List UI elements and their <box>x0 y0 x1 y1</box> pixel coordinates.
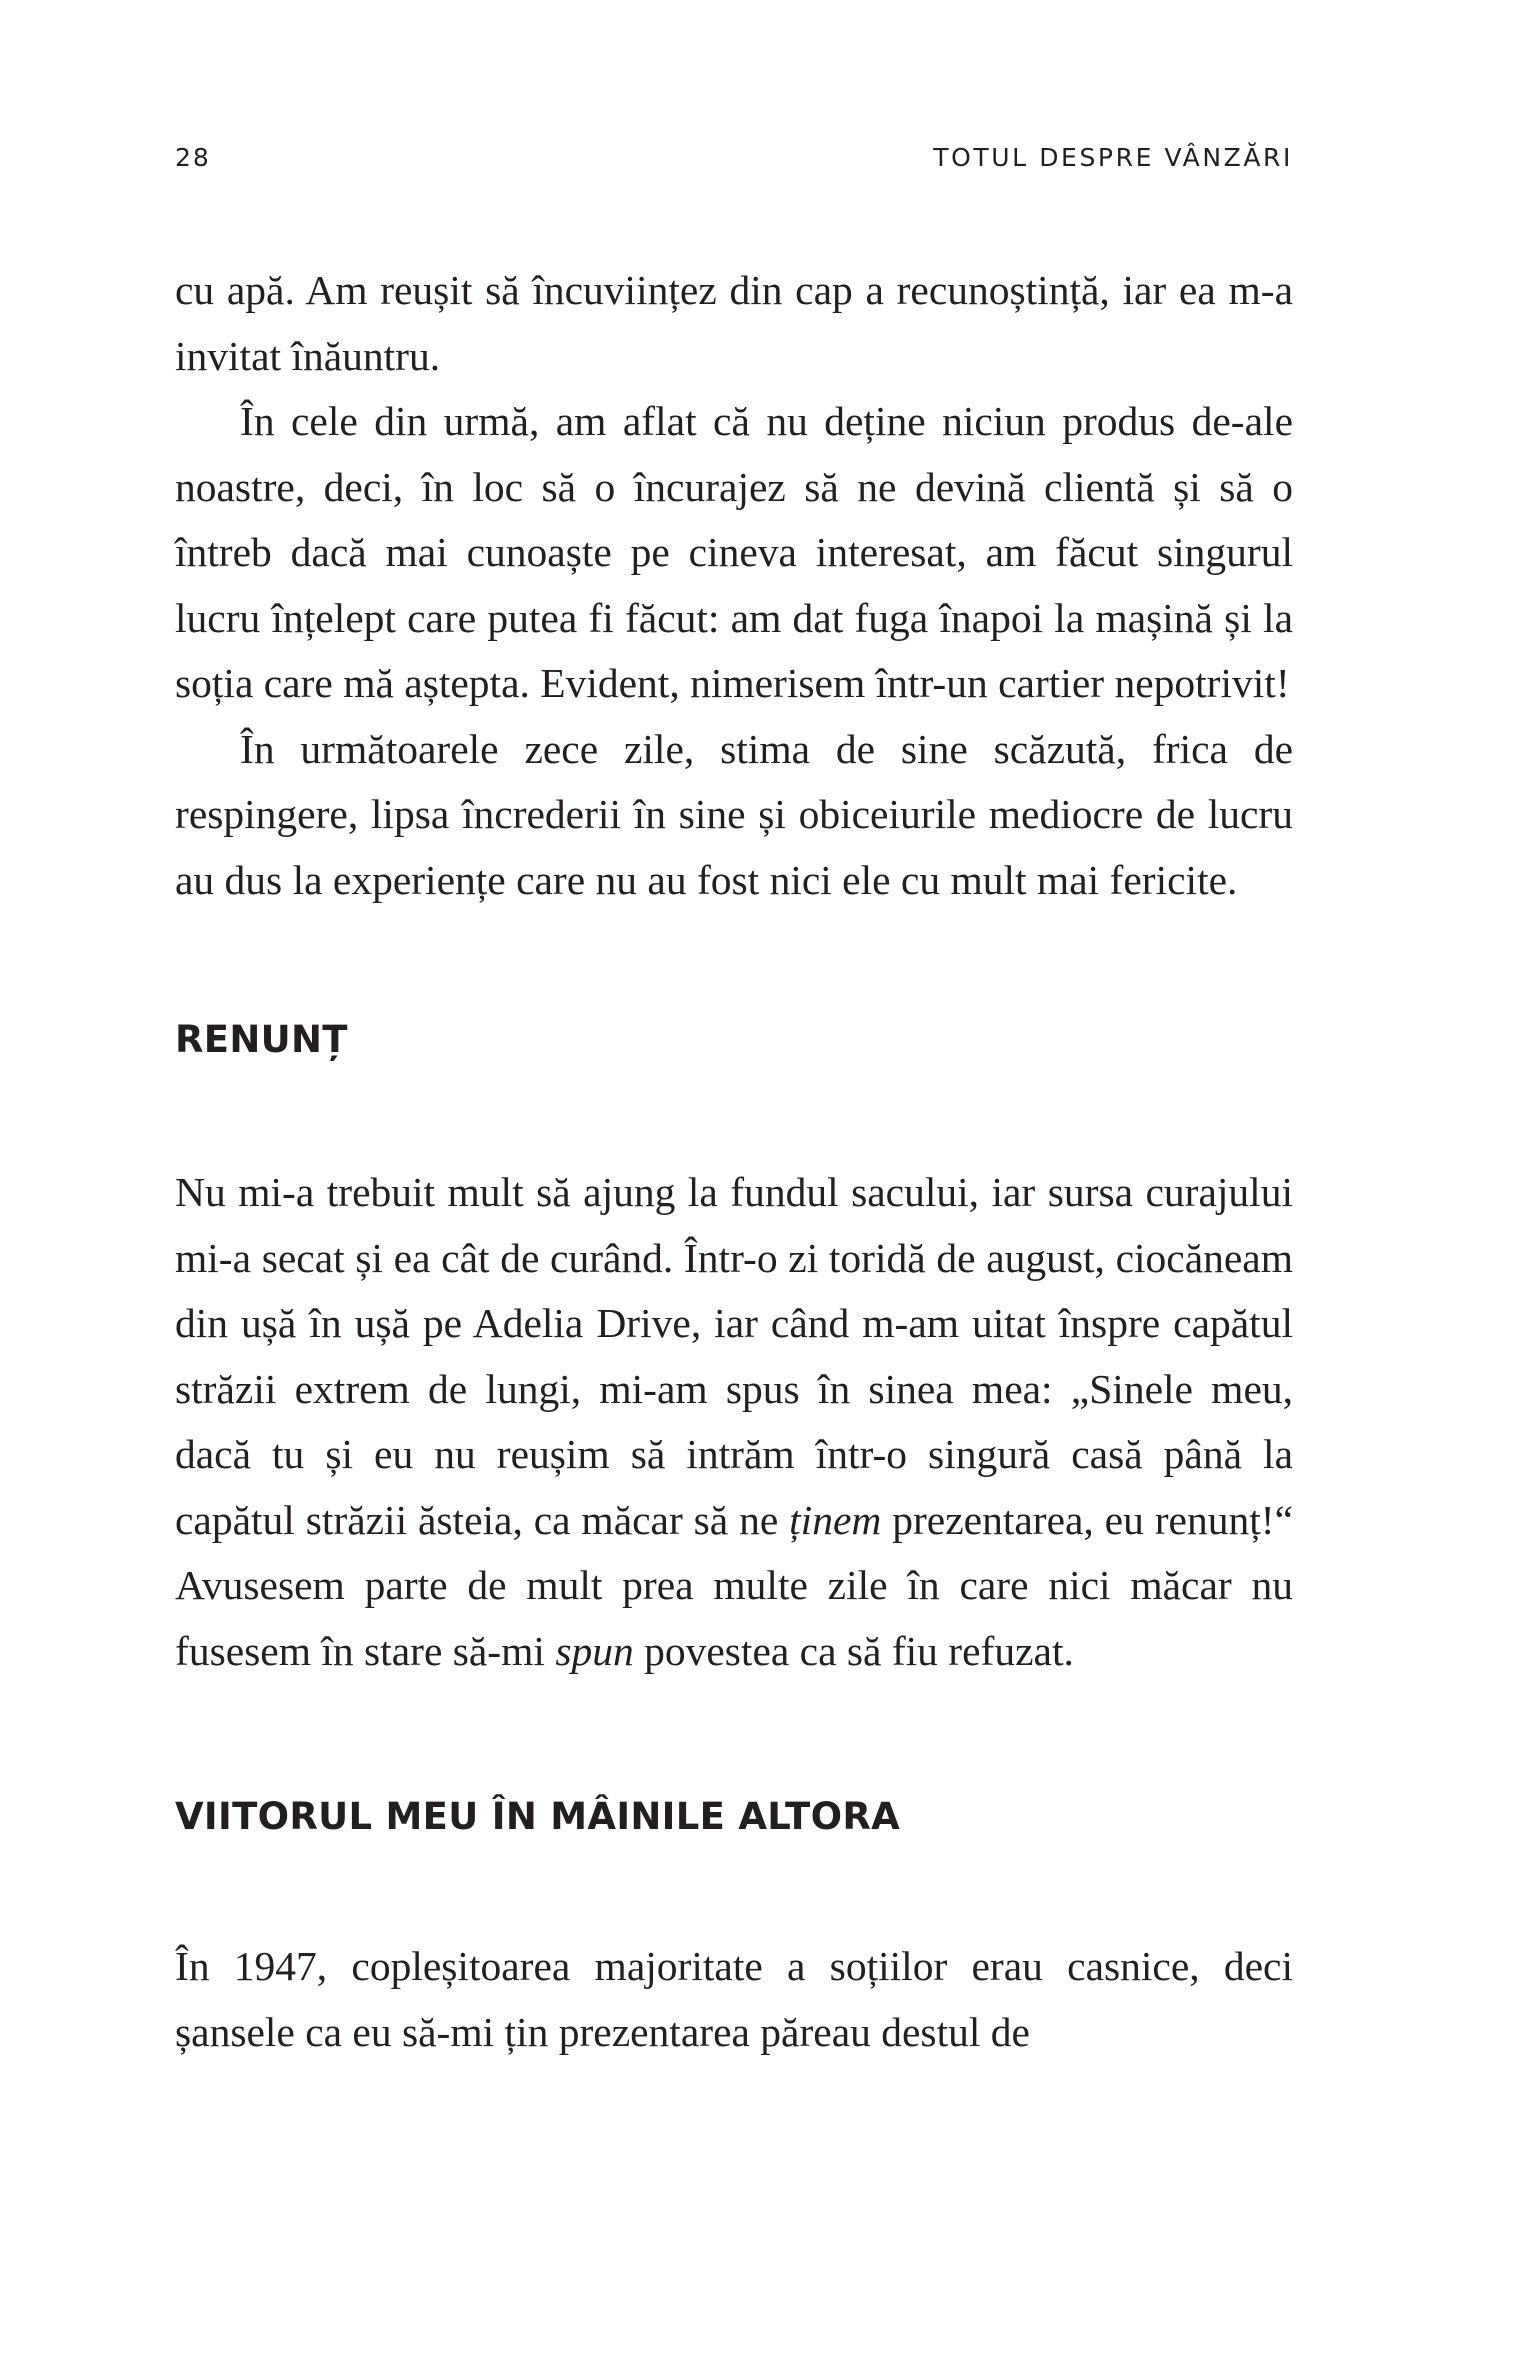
body-text <box>175 258 1293 2065</box>
page-number: 28 <box>175 143 211 172</box>
paragraph <box>175 1160 1293 1684</box>
running-header <box>175 143 1293 183</box>
paragraph-continued: cu apă. Am reușit să încuviințez din cap a recunoștință, iar ea m-a invitat înăuntru. <box>175 267 1293 379</box>
section-heading-viitorul: VIITORUL MEU ÎN MÂINILE ALTORA <box>175 1795 901 1838</box>
book-title: TOTUL DESPRE VÂNZĂRI <box>933 143 1293 172</box>
paragraph: În cele din urmă, am aflat că nu deține niciun produs de-ale noastre, deci, în loc să o încurajez să ne devină clientă și să o întreb dacă mai cunoaște pe cineva interesat, am făcut singurul lucru înțelept care putea fi făcut: am dat fuga înapoi la mașină și la soția care mă aștepta. Evident, nimerisem într-un cartier nepotrivit! <box>175 398 1293 706</box>
section-heading-renunt: RENUNȚ <box>175 1018 348 1061</box>
text-run: prezentarea, eu renunț!“ Avusesem parte de mult prea multe zile în care nici măcar nu fusesem în stare să-mi <box>175 1496 1293 1674</box>
text-run: povestea ca să fiu refuzat. <box>633 1627 1074 1674</box>
emphasis: ținem <box>789 1496 882 1543</box>
paragraph: În următoarele zece zile, stima de sine scăzută, frica de respingere, lipsa încrederii în sine și obiceiurile mediocre de lucru au dus la experiențe care nu au fost nici ele cu mult mai fericite. <box>175 725 1293 903</box>
book-page <box>175 0 1293 2362</box>
paragraph: În 1947, copleșitoarea majoritate a soțiilor erau casnice, deci șansele ca eu să-mi țin prezentarea păreau destul de <box>175 1943 1293 2055</box>
emphasis: spun <box>555 1627 634 1674</box>
text-run: Nu mi-a trebuit mult să ajung la fundul sacului, iar sursa curajului mi-a secat și ea cât de curând. Într-o zi toridă de august, ciocăneam din ușă în ușă pe Adelia Drive, iar când m-am uitat înspre capătul străzii extrem de lungi, mi-am spus în sinea mea: „Sinele meu, dacă tu și eu nu reușim să intrăm într-o singură casă până la capătul străzii ăsteia, ca măcar să ne <box>175 1169 1293 1543</box>
